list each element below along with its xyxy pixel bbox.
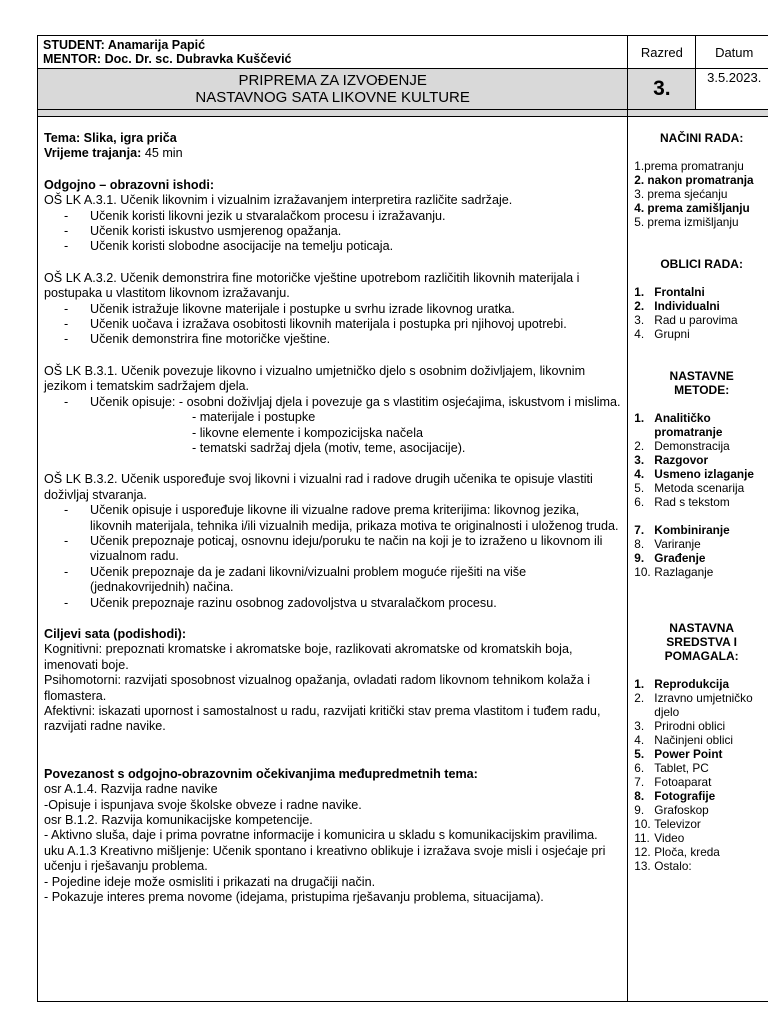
list-text: Grafoskop <box>654 803 709 817</box>
list-text: Fotoaparat <box>654 775 712 789</box>
sredstva-heading: SREDSTVA I <box>666 635 737 649</box>
povezanost-line: - Pokazuje interes prema novome (idejama, pristupima rješavanju problema, situacijama). <box>44 890 544 905</box>
list-number: 5. <box>634 747 645 761</box>
list-text: Ploča, kreda <box>654 845 720 859</box>
list-item <box>634 537 768 551</box>
list-text: Video <box>654 831 685 845</box>
list-text: Građenje <box>654 551 706 565</box>
list-number: 4. <box>634 733 645 747</box>
ciljevi-heading: Ciljevi sata (podishodi): <box>44 626 187 641</box>
list-text: Načinjeni oblici <box>654 733 733 747</box>
lesson-plan-table <box>37 35 768 1002</box>
list-text: Demonstracija <box>654 439 730 453</box>
list-item <box>634 453 768 467</box>
list-number: 5. <box>634 481 645 495</box>
list-item: - Učenik koristi likovni jezik u stvaralačkom procesu i izražavanju. <box>64 208 446 223</box>
goal-kognitivni: Kognitivni: prepoznati kromatske i akromatske boje, razlikovati akromatske od kromatskih boja, imenovati boje. <box>44 642 573 672</box>
list-number: 2. <box>634 439 645 453</box>
list-number: 13. <box>634 859 651 873</box>
list-item <box>634 761 768 775</box>
list-item <box>634 691 768 719</box>
list-item: 4. prema zamišljanju <box>634 201 750 215</box>
list-number: 8. <box>634 789 645 803</box>
sidebar <box>628 117 768 1002</box>
list-item <box>634 439 768 453</box>
metode-heading: METODE: <box>674 383 730 397</box>
student-label: STUDENT: <box>43 38 105 52</box>
sredstva-heading: POMAGALA: <box>664 649 739 663</box>
list-item <box>634 467 768 481</box>
list-text: Metoda scenarija <box>654 481 745 495</box>
list-text: Individualni <box>654 299 720 313</box>
list-item: - Učenik demonstrira fine motoričke vještine. <box>64 332 331 347</box>
list-item: - Učenik prepoznaje razinu osobnog zadovoljstva u stvaralačkom procesu. <box>64 595 497 610</box>
sredstva-heading: NASTAVNA <box>669 621 735 635</box>
metode-heading: NASTAVNE <box>669 369 734 383</box>
grade-value: 3. <box>628 69 696 110</box>
list-item: - Učenik koristi slobodne asocijacije na temelju poticaja. <box>64 239 394 254</box>
list-number: 12. <box>634 845 651 859</box>
datum-label: Datum <box>696 36 768 69</box>
list-text: Reprodukcija <box>654 677 730 691</box>
list-item <box>634 859 768 873</box>
list-item: - Učenik prepoznaje da je zadani likovni/vizualni problem moguće riješiti na više (jednakovrijednih) načina. <box>64 564 527 595</box>
tema-value: Slika, igra priča <box>83 131 177 145</box>
razred-label: Razred <box>628 36 696 69</box>
separator-row <box>38 110 768 117</box>
main-content <box>38 117 628 1002</box>
list-item: - Učenik koristi iskustvo usmjerenog opažanja. <box>64 224 342 239</box>
title-line-1: PRIPREMA ZA IZVOĐENJE <box>238 72 427 89</box>
oblici-list <box>634 285 768 341</box>
student-mentor-cell <box>38 36 628 69</box>
list-number: 1. <box>634 411 645 425</box>
povezanost-line: - Pojedine ideje može osmisliti i prikazati na drugačiji način. <box>44 874 376 889</box>
ishodi-heading: Odgojno – obrazovni ishodi: <box>44 177 215 192</box>
list-text: Power Point <box>654 747 723 761</box>
list-text: Izravno umjetničko djelo <box>654 691 753 719</box>
list-number: 3. <box>634 453 645 467</box>
list-text: Analitičko promatranje <box>654 411 723 439</box>
povezanost-line: - Aktivno sluša, daje i prima povratne informacije i komunicira u skladu s komunikacijskim pravilima. <box>44 828 598 843</box>
document-title <box>38 69 628 110</box>
list-number: 1. <box>634 285 645 299</box>
list-item <box>634 327 768 341</box>
list-text: Variranje <box>654 537 701 551</box>
list-item <box>634 411 768 439</box>
list-text: Rad s tekstom <box>654 495 730 509</box>
list-number: 1. <box>634 677 645 691</box>
outcome-b31: OŠ LK B.3.1. Učenik povezuje likovno i vizualno umjetničko djelo s osobnim doživljajem, likovnim jezikom i tematskim sadržajem djela. <box>44 363 586 394</box>
list-text: Fotografije <box>654 789 716 803</box>
outcome-b32: OŠ LK B.3.2. Učenik uspoređuje svoj likovni i vizualni rad i radove drugih učenika te opisuje vlastiti doživljaj stvaranja. <box>44 472 593 502</box>
sub-item: - tematski sadržaj djela (motiv, teme, asocijacije). <box>192 440 466 455</box>
header-row <box>38 36 768 69</box>
list-number: 4. <box>634 327 645 341</box>
povezanost-line: -Opisuje i ispunjava svoje školske obveze i radne navike. <box>44 797 362 812</box>
list-item <box>634 803 768 817</box>
list-item <box>634 775 768 789</box>
list-item <box>634 719 768 733</box>
list-item: 3. prema sjećanju <box>634 187 728 201</box>
list-text: Tablet, PC <box>654 761 709 775</box>
list-item: 2. nakon promatranja <box>634 173 754 187</box>
list-item: - Učenik opisuje i uspoređuje likovne ili vizualne radove prema kriterijima: likovnog jezika, likovnih materijala, tehnika i/ili vizualnih medija, prikaza motiva te originalnosti i uloženog truda. <box>64 503 619 533</box>
content-row <box>38 117 768 1002</box>
list-text: Usmeno izlaganje <box>654 467 754 481</box>
date-value: 3.5.2023. <box>696 69 768 110</box>
list-item <box>634 523 768 537</box>
list-item <box>634 677 768 691</box>
trajanje-value: 45 min <box>144 146 183 161</box>
mentor-label: MENTOR: <box>43 52 102 66</box>
povezanost-heading: Povezanost s odgojno-obrazovnim očekivanjima međupredmetnih tema: <box>44 766 478 781</box>
list-item <box>634 299 768 313</box>
list-number: 11. <box>634 831 650 845</box>
list-item <box>634 481 768 495</box>
list-number: 10. <box>634 565 651 579</box>
list-number: 3. <box>634 313 645 327</box>
list-number: 2. <box>634 691 645 705</box>
list-item <box>634 733 768 747</box>
list-item <box>634 565 768 579</box>
list-number: 2. <box>634 299 645 313</box>
list-item: - Učenik prepoznaje poticaj, osnovnu ideju/poruku te način na koji je to izraženo u likovnom ili vizualnom radu. <box>64 533 603 564</box>
list-text: Razgovor <box>654 453 709 467</box>
sub-item: - materijale i postupke <box>192 410 316 425</box>
sredstva-list <box>634 677 768 873</box>
mentor-name: Doc. Dr. sc. Dubravka Kuščević <box>104 52 292 66</box>
list-text: Razlaganje <box>654 565 714 579</box>
list-number: 7. <box>634 775 645 789</box>
metode-list <box>634 411 768 579</box>
list-item <box>634 845 768 859</box>
list-text: Prirodni oblici <box>654 719 726 733</box>
tema-label: Tema: <box>44 131 81 145</box>
title-row <box>38 69 768 110</box>
list-item <box>634 747 768 761</box>
nacini-list <box>634 159 768 229</box>
list-text: Kombiniranje <box>654 523 730 537</box>
outcome-a32: OŠ LK A.3.2. Učenik demonstrira fine motoričke vještine upotrebom različitih likovnih materijala i postupaka u vlastitom likovnom izražavanju. <box>44 270 580 301</box>
list-text: Grupni <box>654 327 690 341</box>
povezanost-line: osr B.1.2. Razvija komunikacijske kompetencije. <box>44 813 313 828</box>
list-item <box>634 831 768 845</box>
povezanost-line: uku A.1.3 Kreativno mišljenje: Učenik spontano i kreativno oblikuje i izražava svoje misli i osjećaje pri učenju i rješavanju problema. <box>44 843 606 874</box>
list-item <box>634 285 768 299</box>
list-item: - Učenik opisuje: - osobni doživljaj djela i povezuje ga s vlastitim osjećajima, iskustvom i mislima. <box>64 394 621 409</box>
list-number: 10. <box>634 817 651 831</box>
list-text: Televizor <box>654 817 701 831</box>
list-text: Frontalni <box>654 285 705 299</box>
list-item <box>634 817 768 831</box>
list-item: 5. prema izmišljanju <box>634 215 739 229</box>
student-name: Anamarija Papić <box>107 38 206 52</box>
list-item <box>634 495 768 509</box>
list-number: 9. <box>634 551 645 565</box>
list-item <box>634 313 768 327</box>
list-text: Ostalo: <box>654 859 692 873</box>
nacini-heading: NAČINI RADA: <box>659 131 744 145</box>
list-number: 7. <box>634 523 645 537</box>
list-text: Rad u parovima <box>654 313 738 327</box>
list-number: 3. <box>634 719 645 733</box>
povezanost-line: osr A.1.4. Razvija radne navike <box>44 782 218 797</box>
outcome-a31: OŠ LK A.3.1. Učenik likovnim i vizualnim izražavanjem interpretira različite sadržaje. <box>44 193 513 208</box>
list-number: 4. <box>634 467 645 481</box>
list-number: 6. <box>634 761 645 775</box>
oblici-heading: OBLICI RADA: <box>660 257 743 271</box>
list-item: - Učenik uočava i izražava osobitosti likovnih materijala i postupka pri njihovoj upotrebi. <box>64 317 567 332</box>
list-item <box>634 789 768 803</box>
sub-item: - likovne elemente i kompozicijska načela <box>192 425 423 440</box>
goal-psihomotorni: Psihomotorni: razvijati sposobnost vizualnog opažanja, ovladati radom likovnom tehnikom kolaža i flomastera. <box>44 673 591 703</box>
list-number: 6. <box>634 495 645 509</box>
title-line-2: NASTAVNOG SATA LIKOVNE KULTURE <box>195 89 470 106</box>
trajanje-label: Vrijeme trajanja: <box>44 146 142 161</box>
list-item <box>634 551 768 565</box>
list-number: 9. <box>634 803 645 817</box>
list-item: 1.prema promatranju <box>634 159 744 173</box>
list-item: - Učenik istražuje likovne materijale i postupke u svrhu izrade likovnog uratka. <box>64 301 515 316</box>
goal-afektivni: Afektivni: iskazati upornost i samostalnost u radu, razvijati kritički stav prema vlastitom i tuđem radu, razvijati radne navike. <box>44 704 601 734</box>
list-number: 8. <box>634 537 645 551</box>
